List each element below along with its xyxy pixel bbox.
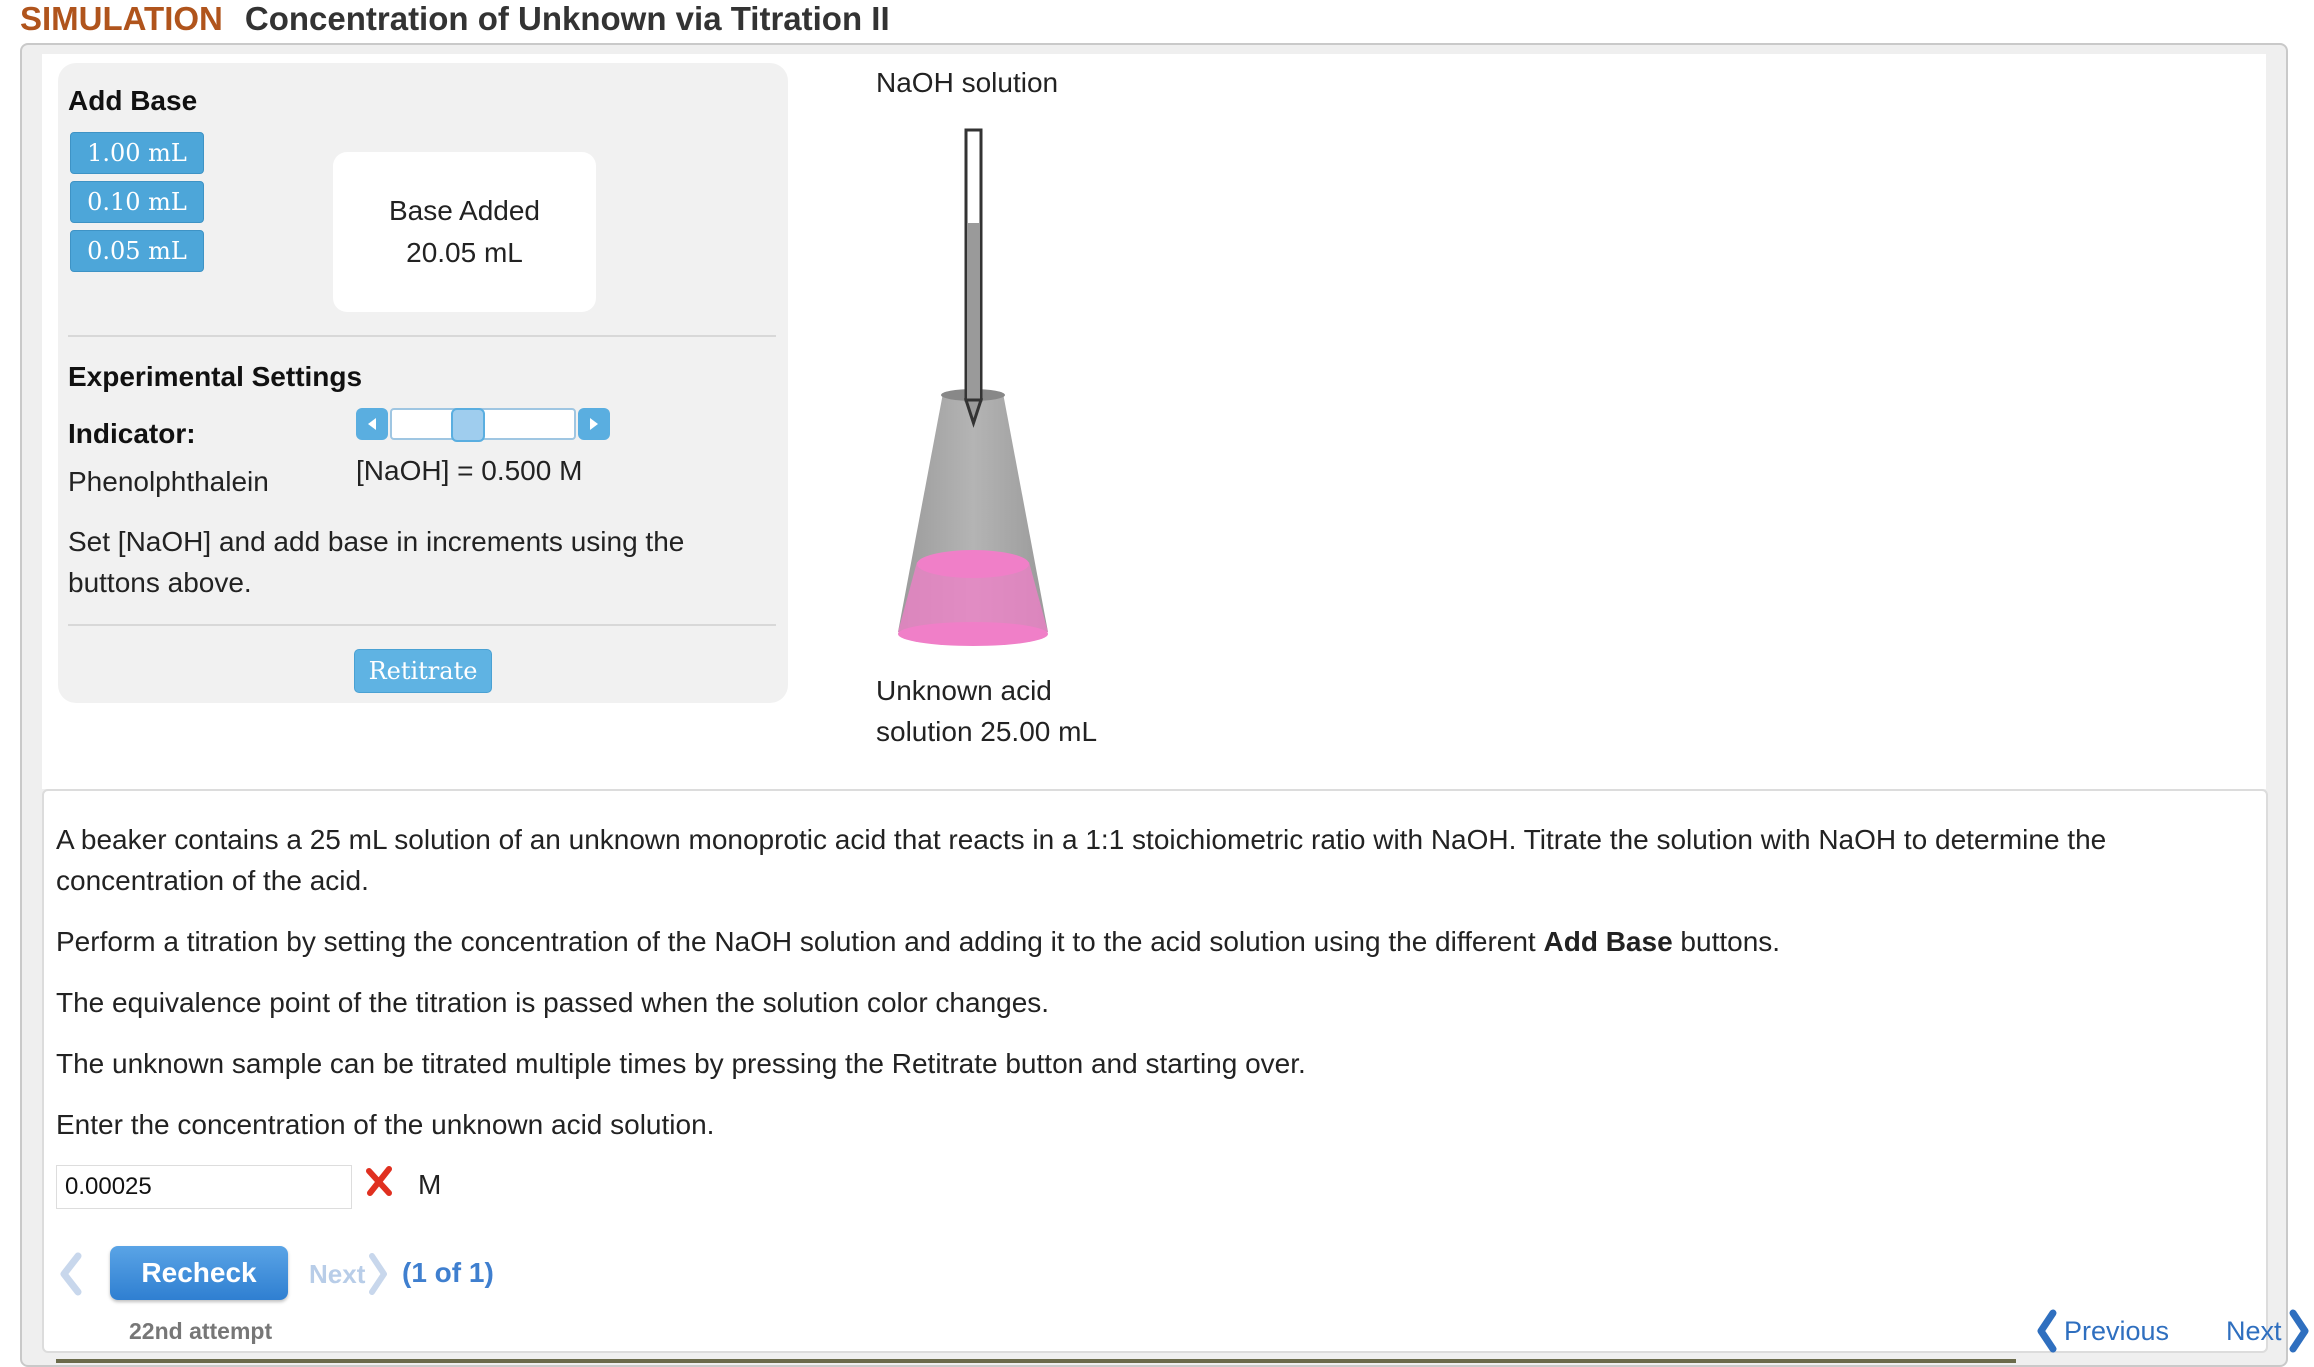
next-question-link[interactable] xyxy=(2226,1308,2312,1354)
panel-instructions: Set [NaOH] and add base in increments using the buttons above. xyxy=(68,526,685,598)
incorrect-x-icon xyxy=(364,1163,394,1199)
control-panel xyxy=(58,63,788,703)
add-0-05-ml-button[interactable]: 0.05 mL xyxy=(70,230,204,272)
slider-increase-button[interactable] xyxy=(578,408,610,440)
base-added-label: Base Added xyxy=(388,195,541,226)
naoh-concentration-slider[interactable] xyxy=(356,406,610,442)
chevron-right-icon xyxy=(2286,1308,2312,1354)
naoh-concentration-readout: [NaOH] = 0.500 M xyxy=(356,455,583,486)
chevron-right-icon xyxy=(367,1251,389,1297)
question-panel xyxy=(42,789,2268,1353)
page-header xyxy=(20,0,890,40)
question-paragraph-1: A beaker contains a 25 mL solution of an unknown monoprotic acid that reacts in a 1:1 stoichiometric ratio with NaOH. Titrate the solution with NaOH to determine the concentration of the acid. xyxy=(56,824,2107,896)
titration-apparatus xyxy=(890,120,1060,655)
next-question-label: Next xyxy=(2226,1315,2282,1346)
bottom-progress-bar xyxy=(56,1359,2016,1363)
retitrate-button[interactable]: Retitrate xyxy=(354,649,492,693)
panel-divider xyxy=(68,335,776,337)
flask-label-line2: solution 25.00 mL xyxy=(876,716,1098,747)
question-paragraph-3: The equivalence point of the titration is passed when the solution color changes. xyxy=(56,987,1050,1018)
concentration-answer-input[interactable] xyxy=(56,1165,352,1209)
chevron-left-icon xyxy=(365,416,379,432)
attempt-counter: 22nd attempt xyxy=(129,1318,273,1344)
base-added-box xyxy=(333,152,596,312)
simulation-badge: SIMULATION xyxy=(20,0,223,37)
indicator-label: Indicator: xyxy=(68,418,196,449)
page-title: Concentration of Unknown via Titration II xyxy=(244,0,890,37)
slider-track[interactable] xyxy=(390,408,576,440)
indicator-value: Phenolphthalein xyxy=(68,466,269,497)
chevron-left-icon xyxy=(2034,1308,2060,1354)
add-base-emphasis: Add Base xyxy=(1543,926,1673,957)
burette-label: NaOH solution xyxy=(876,67,1059,98)
flask-label-line1: Unknown acid xyxy=(876,675,1052,706)
previous-question-link[interactable] xyxy=(2034,1308,2169,1354)
recheck-button[interactable]: Recheck xyxy=(110,1246,288,1300)
question-part-count: (1 of 1) xyxy=(402,1257,494,1288)
add-0-10-ml-button[interactable]: 0.10 mL xyxy=(70,181,204,223)
previous-question-label: Previous xyxy=(2064,1315,2170,1346)
question-paragraph-5: Enter the concentration of the unknown acid solution. xyxy=(56,1109,715,1140)
next-part-label: Next xyxy=(309,1258,366,1289)
add-1-00-ml-button[interactable]: 1.00 mL xyxy=(70,132,204,174)
answer-unit: M xyxy=(418,1169,442,1200)
add-base-heading: Add Base xyxy=(68,85,198,116)
slider-decrease-button[interactable] xyxy=(356,408,388,440)
next-part-button[interactable] xyxy=(309,1251,389,1297)
question-paragraph-2: Perform a titration by setting the concentration of the NaOH solution and adding it to the acid solution using the different Add Base buttons. xyxy=(56,926,1781,957)
slider-thumb[interactable] xyxy=(451,408,485,442)
chevron-right-icon xyxy=(587,416,601,432)
base-added-value: 20.05 mL xyxy=(406,237,523,268)
flask-solution xyxy=(898,550,1048,646)
panel-divider-bottom xyxy=(68,624,776,626)
previous-part-chevron-icon[interactable] xyxy=(56,1251,86,1297)
question-paragraph-4: The unknown sample can be titrated multiple times by pressing the Retitrate button and starting over. xyxy=(56,1048,1306,1079)
burette xyxy=(966,130,981,423)
experimental-settings-heading: Experimental Settings xyxy=(68,361,363,392)
